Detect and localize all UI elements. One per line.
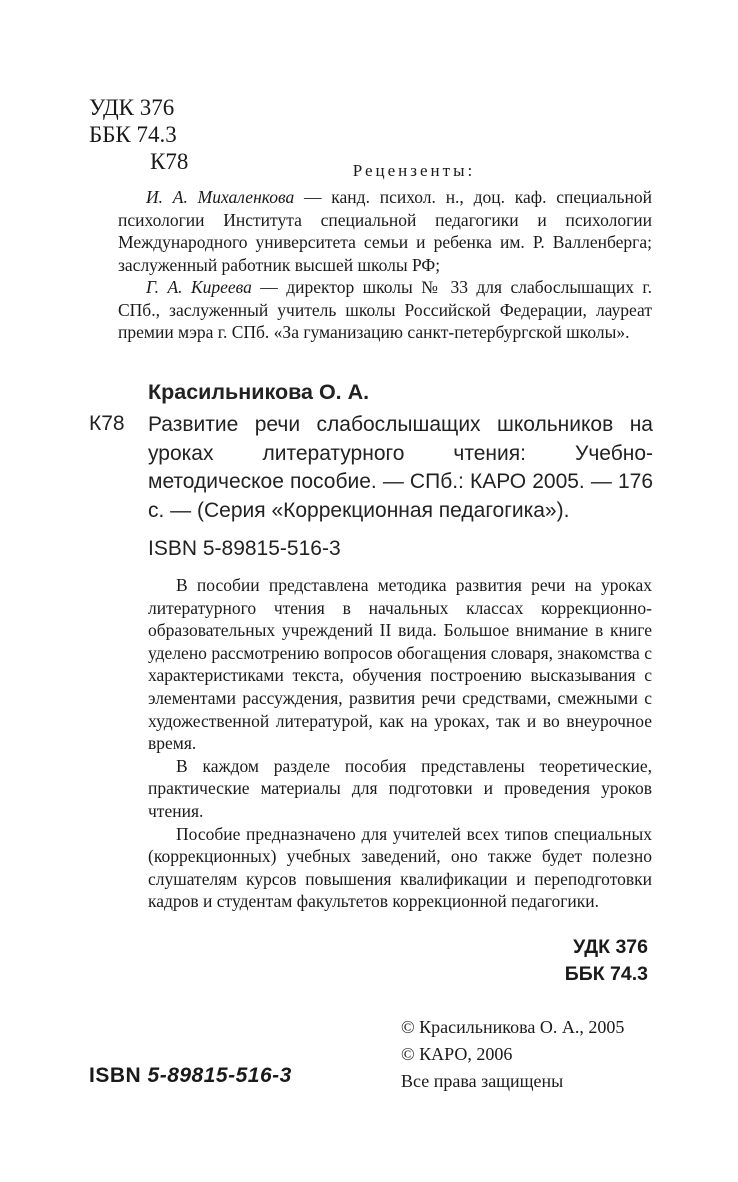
record-isbn: ISBN 5-89815-516-3 [148,537,341,560]
bbk-code: ББК 74.3 [89,122,177,147]
author-mark: К78 [150,149,189,174]
isbn-label: ISBN [89,1064,142,1087]
isbn-bottom [89,1064,292,1088]
book-author: Красильникова О. А. [148,380,370,404]
annotation [148,574,652,913]
reviewer-entry [118,186,652,276]
footer-udk: УДК 376 [573,936,648,958]
reviewer-credentials: — директор школы № 33 для слабослышащих г. СПб., заслуженный учитель школы Российской Федерации, лауреат премии мэра г. СПб. «За гуманизацию санкт-петербургской школы». [118,277,652,342]
annotation-paragraph: Пособие предназначено для учителей всех типов специальных (коррекционных) учебных заведений, оно также будет полезно слушателям курсов повышения квалификации и переподготовки кадров и студентам факультетов коррекционной педагогики. [148,823,652,912]
record-code: К78 [89,412,125,435]
udk-code: УДК 376 [89,95,175,120]
annotation-paragraph: В пособии представлена методика развития речи на уроках литературного чтения в начальных классах коррекционно-образовательных учреждений II вида. Большое внимание в книге уделено рассмотрению вопросов обогащения словаря, знакомства с характеристиками текста, обучения построению высказывания с элементами рассуждения, развития речи средствами, смежными с художественной литературой, как на уроках, так и во внеурочное время. [148,575,652,754]
annotation-paragraph: В каждом разделе пособия представлены теоретические, практические материалы для подготовки и проведения уроков чтения. [148,755,652,821]
isbn-number: 5-89815-516-3 [147,1064,292,1087]
reviewer-entry [118,276,652,344]
reviewer-credentials: — канд. психол. н., доц. каф. специальной психологии Института специальной педагогики и психологии Международного университета семьи и ребенка им. Р. Валленберга; заслуженный работник высшей школы РФ; [118,187,652,275]
reviewers-heading: Рецензенты: [352,161,476,180]
reviewer-name: Г. А. Киреева [146,277,252,297]
reviewer-name: И. А. Михаленкова [146,187,295,207]
copyright-author: © Красильникова О. А., 2005 [401,1017,625,1037]
footer-bbk: ББК 74.3 [564,963,648,985]
copyright-publisher: © КАРО, 2006 [401,1044,513,1064]
footer-classification [565,934,648,988]
bibliographic-description: Развитие речи слабослышащих школьников на уроках литературного чтения: Учебно-методическое пособие. — СПб.: КАРО 2005. — 176 с. — (Серия «Коррекционная педагогика»). [148,413,653,522]
rights-reserved: Все права защищены [401,1071,564,1091]
